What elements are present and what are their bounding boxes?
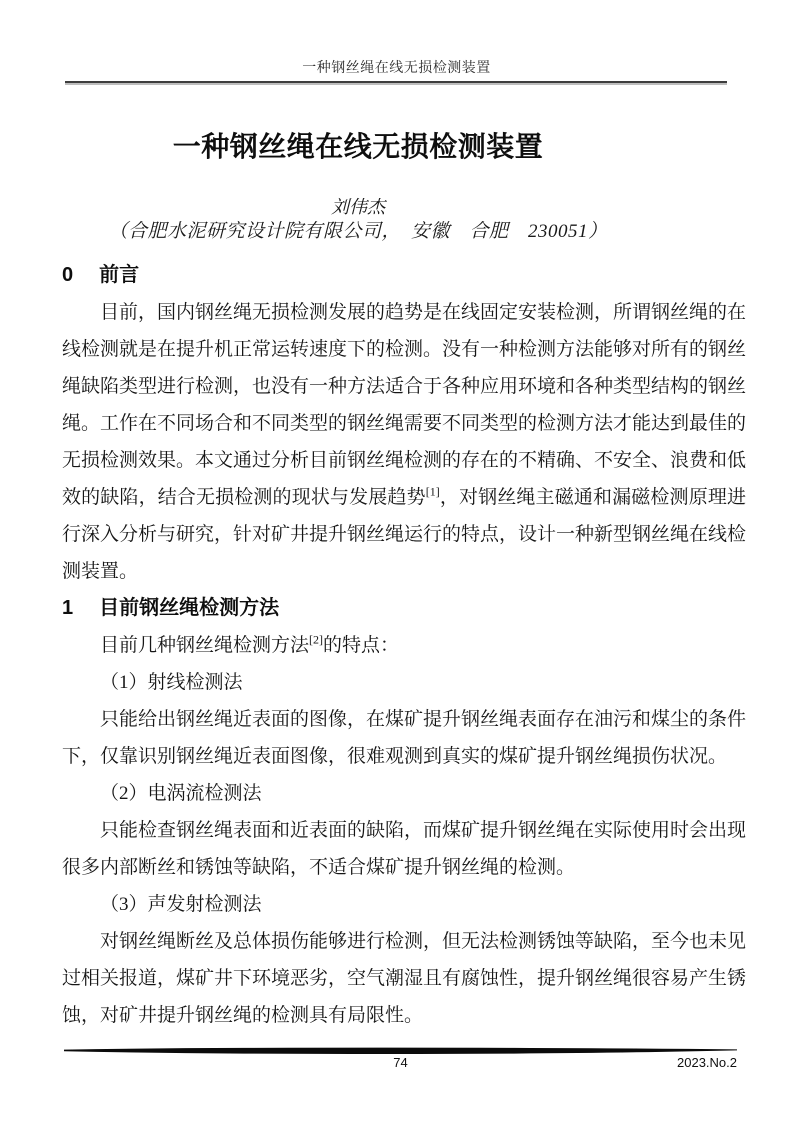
section-title: 前言 bbox=[99, 264, 140, 286]
text-run: 只能给出钢丝绳近表面的图像，在煤矿提升钢丝绳表面存在油污和煤尘的条件下，仅靠识别钢丝绳近表面图像，很难观测到真实的煤矿提升钢丝绳损伤状况。 bbox=[62, 709, 747, 767]
page-footer bbox=[64, 1055, 737, 1073]
section-heading bbox=[62, 257, 746, 294]
text-run: 目前，国内钢丝绳无损检测发展的趋势是在线固定安装检测，所谓钢丝绳的在线检测就是在提升机正常运转速度下的检测。没有一种检测方法能够对所有的钢丝绳缺陷类型进行检测，也没有一种方法适合于各种应用环境和各种类型结构的钢丝绳。工作在不同场合和不同类型的钢丝绳需要不同类型的检测方法才能达到最佳的无损检测效果。本文通过分析目前钢丝绳检测的存在的不精确、不安全、浪费和低效的缺陷，结合无损检测的现状与发展趋势 bbox=[62, 302, 747, 508]
article-title: 一种钢丝绳在线无损检测装置 bbox=[172, 131, 544, 162]
text-run: ，对钢丝绳主磁通和漏磁检测原理进行深入分析与研究，针对矿井提升钢丝绳运行的特点，设计一种新型钢丝绳在线检测装置。 bbox=[62, 487, 747, 582]
paragraph bbox=[62, 701, 746, 775]
text-run: （1）射线检测法 bbox=[100, 672, 243, 693]
author-name: 刘伟杰 bbox=[331, 197, 385, 217]
paragraph bbox=[62, 775, 746, 812]
paragraph bbox=[62, 886, 746, 923]
section-title: 目前钢丝绳检测方法 bbox=[99, 597, 280, 619]
running-header: 一种钢丝绳在线无损检测装置 bbox=[302, 61, 491, 76]
paragraph bbox=[62, 627, 746, 664]
issue-number: 2023.No.2 bbox=[677, 1055, 737, 1070]
header-rule bbox=[65, 81, 727, 85]
citation-ref: [2] bbox=[309, 632, 324, 647]
text-run: 目前几种钢丝绳检测方法 bbox=[100, 635, 310, 656]
section-number: 0 bbox=[62, 264, 74, 286]
paragraph bbox=[62, 812, 746, 886]
text-run: （3）声发射检测法 bbox=[100, 894, 262, 915]
document-body bbox=[62, 257, 746, 1034]
paragraph bbox=[62, 664, 746, 701]
section-heading bbox=[62, 590, 746, 627]
title-block bbox=[63, 130, 653, 245]
text-run: 的特点： bbox=[323, 635, 400, 656]
section-number: 1 bbox=[62, 597, 74, 619]
author-affiliation: （合肥水泥研究设计院有限公司， 安徽 合肥 230051） bbox=[108, 221, 608, 242]
paragraph bbox=[62, 923, 746, 1034]
citation-ref: [1] bbox=[425, 484, 440, 499]
paragraph bbox=[62, 294, 746, 590]
footer-rule bbox=[64, 1047, 737, 1055]
page-number: 74 bbox=[393, 1055, 408, 1070]
text-run: 对钢丝绳断丝及总体损伤能够进行检测，但无法检测锈蚀等缺陷，至今也未见过相关报道，煤矿井下环境恶劣，空气潮湿且有腐蚀性，提升钢丝绳很容易产生锈蚀，对矿井提升钢丝绳的检测具有局限性。 bbox=[62, 931, 747, 1026]
text-run: （2）电涡流检测法 bbox=[100, 783, 262, 804]
text-run: 只能检查钢丝绳表面和近表面的缺陷，而煤矿提升钢丝绳在实际使用时会出现很多内部断丝和锈蚀等缺陷，不适合煤矿提升钢丝绳的检测。 bbox=[62, 820, 747, 878]
